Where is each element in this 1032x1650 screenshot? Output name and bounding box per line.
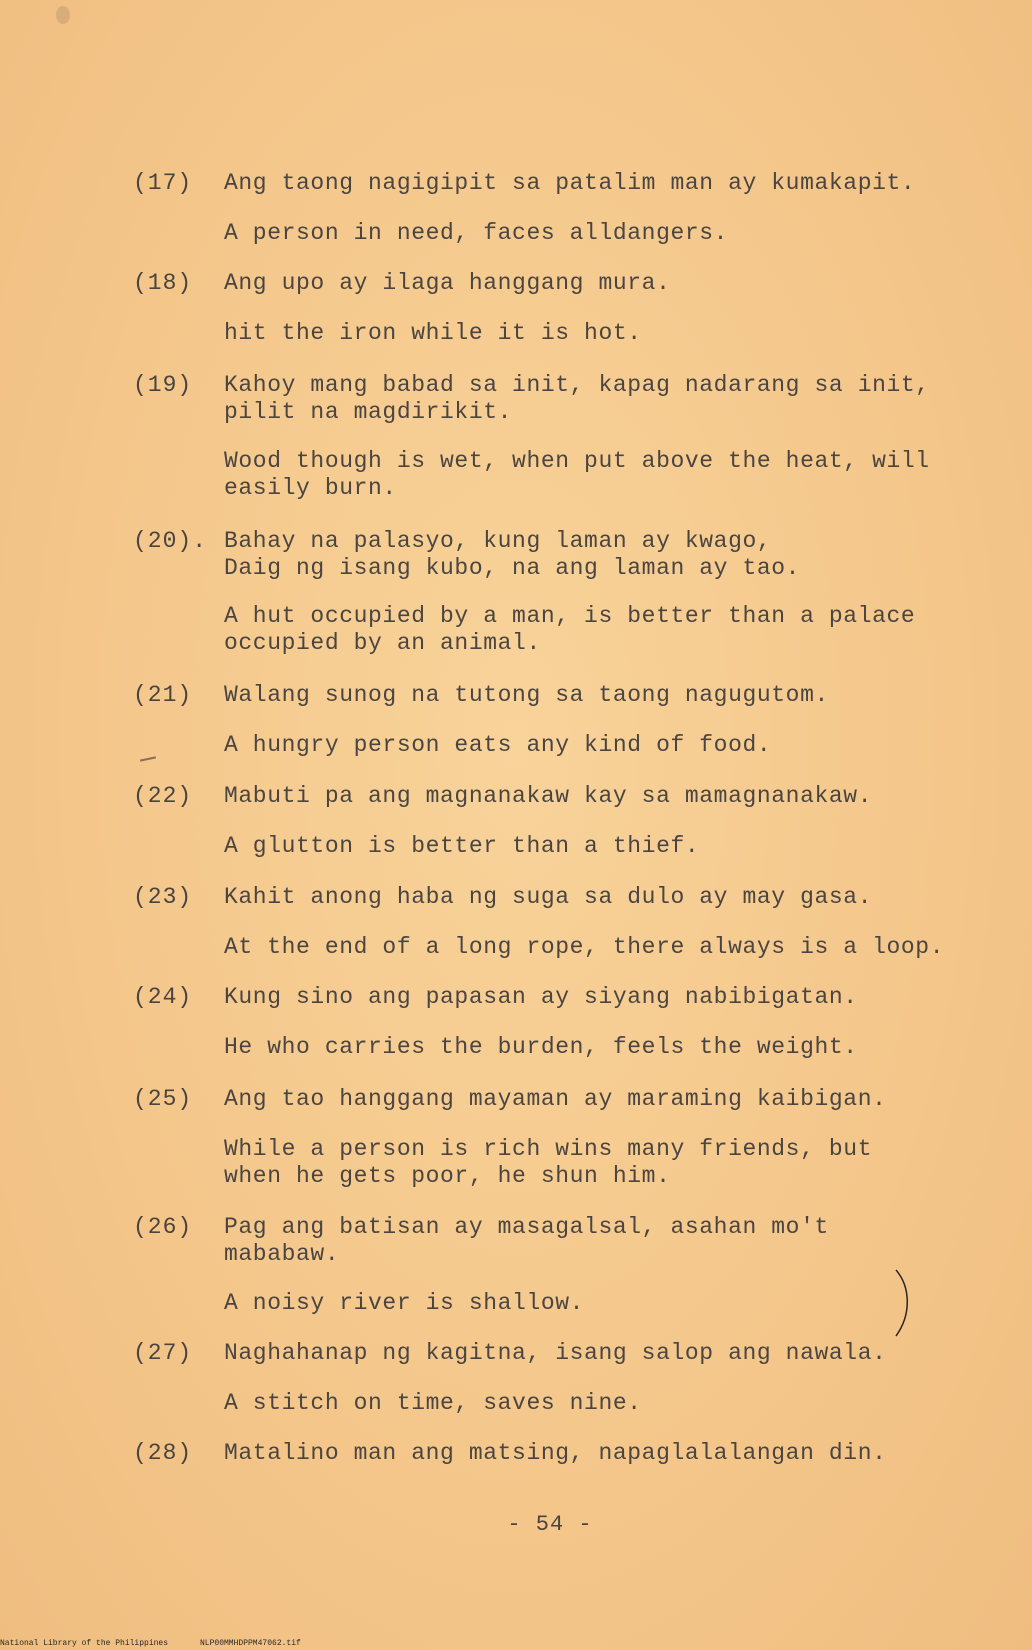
footer-credit: National Library of the Philippines: [0, 1639, 169, 1648]
proverb-tagalog: Walang sunog na tutong sa taong nagugutom.: [224, 682, 829, 708]
entry-number: (17): [133, 170, 193, 196]
proverb-tagalog: Kung sino ang papasan ay siyang nabibigatan.: [224, 984, 858, 1010]
proverb-tagalog: Mabuti pa ang magnanakaw kay sa mamagnanakaw.: [224, 783, 873, 809]
proverb-translation: He who carries the burden, feels the weight.: [224, 1034, 858, 1060]
entry-number: (18): [133, 270, 193, 296]
proverb-translation: A hungry person eats any kind of food.: [224, 732, 772, 758]
proverb-tagalog: Matalino man ang matsing, napaglalalangan din.: [224, 1440, 887, 1466]
proverb-tagalog: mababaw.: [224, 1241, 340, 1267]
entry-number: (23): [133, 884, 193, 910]
handwritten-bracket-mark: [890, 1268, 930, 1338]
proverb-tagalog: Pag ang batisan ay masagalsal, asahan mo't: [224, 1214, 829, 1240]
proverb-tagalog: Bahay na palasyo, kung laman ay kwago,: [224, 528, 772, 554]
proverb-translation: While a person is rich wins many friends, but: [224, 1136, 873, 1162]
proverb-translation: A noisy river is shallow.: [224, 1290, 585, 1316]
proverb-translation: when he gets poor, he shun him.: [224, 1163, 671, 1189]
proverb-translation: A hut occupied by a man, is better than a palace: [224, 603, 916, 629]
proverb-translation: occupied by an animal.: [224, 630, 541, 656]
entry-number: (28): [133, 1440, 193, 1466]
entry-number: (25): [133, 1086, 193, 1112]
proverb-translation: A stitch on time, saves nine.: [224, 1390, 642, 1416]
proverb-tagalog: Ang taong nagigipit sa patalim man ay kumakapit.: [224, 170, 916, 196]
entry-number: (20).: [133, 528, 208, 554]
paper-stain: [56, 6, 70, 24]
proverb-tagalog: Ang tao hanggang mayaman ay maraming kaibigan.: [224, 1086, 887, 1112]
entry-number: (26): [133, 1214, 193, 1240]
proverb-translation: At the end of a long rope, there always is a loop.: [224, 934, 945, 960]
proverb-tagalog: Daig ng isang kubo, na ang laman ay tao.: [224, 555, 801, 581]
entry-number: (27): [133, 1340, 193, 1366]
proverb-tagalog: Kahit anong haba ng suga sa dulo ay may gasa.: [224, 884, 873, 910]
page-number: - 54 -: [507, 1512, 593, 1537]
entry-number: (22): [133, 783, 193, 809]
proverb-tagalog: Ang upo ay ilaga hanggang mura.: [224, 270, 671, 296]
entry-number: (19): [133, 372, 193, 398]
entry-number: (24): [133, 984, 193, 1010]
proverb-tagalog: Naghahanap ng kagitna, isang salop ang nawala.: [224, 1340, 887, 1366]
proverb-translation: A person in need, faces alldangers.: [224, 220, 729, 246]
proverb-translation: hit the iron while it is hot.: [224, 320, 642, 346]
proverb-translation: A glutton is better than a thief.: [224, 833, 700, 859]
proverb-translation: easily burn.: [224, 475, 397, 501]
entry-number: (21): [133, 682, 193, 708]
scan-footer: [0, 1638, 1032, 1650]
footer-file-id: NLP00MMHDPPM47062.tif: [200, 1639, 301, 1648]
proverb-translation: Wood though is wet, when put above the heat, will: [224, 448, 930, 474]
proverb-tagalog: Kahoy mang babad sa init, kapag nadarang sa init,: [224, 372, 930, 398]
proverb-tagalog: pilit na magdirikit.: [224, 399, 513, 425]
